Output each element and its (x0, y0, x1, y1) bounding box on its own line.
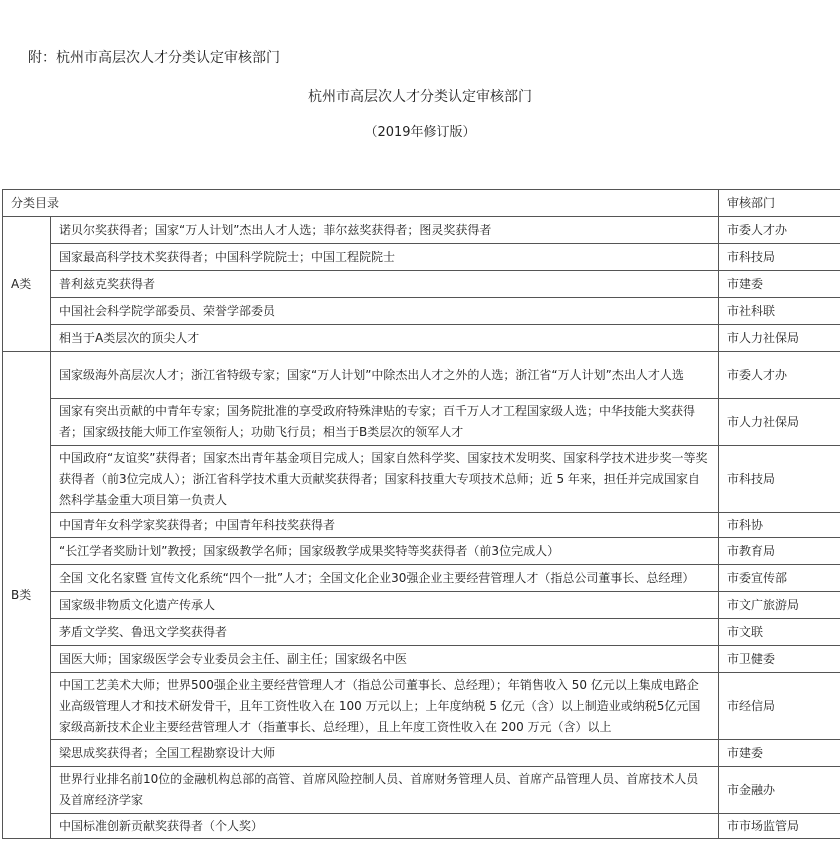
table-header-row (3, 190, 840, 217)
row-description: 中国社会科学院学部委员、荣誉学部委员 (51, 298, 719, 325)
table-row (3, 325, 840, 352)
row-department: 市文联 (719, 619, 840, 646)
row-department: 市委人才办 (719, 352, 840, 399)
table-row (3, 592, 840, 619)
annex-label: 附：杭州市高层次人才分类认定审核部门 (28, 50, 280, 66)
table-row (3, 673, 840, 740)
row-description: 国家级海外高层次人才；浙江省特级专家；国家“万人计划”中除杰出人才之外的人选；浙江省“万人计划”杰出人才人选 (51, 352, 719, 399)
row-description: 中国政府“友谊奖”获得者；国家杰出青年基金项目完成人；国家自然科学奖、国家技术发明奖、国家科学技术进步奖一等奖获得者（前3位完成人）；浙江省科学技术重大贡献奖获得者；国家科技重大专项技术总师；近 5 年来，担任并完成国家自然科学基金重大项目第一负责人 (51, 446, 719, 513)
table-row (3, 767, 840, 814)
row-description: 梁思成奖获得者；全国工程勘察设计大师 (51, 740, 719, 767)
table-row (3, 244, 840, 271)
row-description: 国家有突出贡献的中青年专家；国务院批准的享受政府特殊津贴的专家；百千万人才工程国家级人选；中华技能大奖获得者；国家级技能大师工作室领衔人；功勋飞行员；相当于B类层次的领军人才 (51, 399, 719, 446)
table-row (3, 271, 840, 298)
row-department: 市科技局 (719, 244, 840, 271)
row-department: 市委人才办 (719, 217, 840, 244)
row-description: 中国青年女科学家奖获得者；中国青年科技奖获得者 (51, 513, 719, 538)
table-row (3, 217, 840, 244)
row-department: 市市场监管局 (719, 814, 840, 839)
row-department: 市建委 (719, 271, 840, 298)
row-department: 市人力社保局 (719, 399, 840, 446)
row-description: 诺贝尔奖获得者；国家“万人计划”杰出人才人选；菲尔兹奖获得者；图灵奖获得者 (51, 217, 719, 244)
row-department: 市人力社保局 (719, 325, 840, 352)
document-title: 杭州市高层次人才分类认定审核部门 (308, 89, 532, 105)
row-department: 市教育局 (719, 538, 840, 565)
row-department: 市科技局 (719, 446, 840, 513)
row-description: 国家级非物质文化遗产传承人 (51, 592, 719, 619)
edition-label: （2019年修订版） (364, 125, 476, 140)
table-row (3, 565, 840, 592)
table-row (3, 513, 840, 538)
row-department: 市建委 (719, 740, 840, 767)
category-a-label: A类 (3, 217, 51, 352)
review-department-table (2, 189, 840, 839)
row-department: 市文广旅游局 (719, 592, 840, 619)
category-b-label: B类 (3, 352, 51, 839)
row-department: 市金融办 (719, 767, 840, 814)
row-description: “长江学者奖励计划”教授；国家级教学名师；国家级教学成果奖特等奖获得者（前3位完成人） (51, 538, 719, 565)
table-row (3, 399, 840, 446)
table-row (3, 298, 840, 325)
row-description: 世界行业排名前10位的金融机构总部的高管、首席风险控制人员、首席财务管理人员、首席产品管理人员、首席技术人员及首席经济学家 (51, 767, 719, 814)
table-row (3, 814, 840, 839)
row-department: 市卫健委 (719, 646, 840, 673)
row-description: 中国工艺美术大师；世界500强企业主要经营管理人才（指总公司董事长、总经理）；年销售收入 50 亿元以上集成电路企业高级管理人才和技术研发骨干，且年工资性收入在 100 万元以上；上年度纳税 5 亿元（含）以上制造业或纳税5亿元国家级高新技术企业主要经营管理人才（指董事长、总经理），且上年度工资性收入在 200 万元（含）以上 (51, 673, 719, 740)
table-row (3, 446, 840, 513)
row-description: 国医大师；国家级医学会专业委员会主任、副主任；国家级名中医 (51, 646, 719, 673)
row-description: 国家最高科学技术奖获得者；中国科学院院士；中国工程院院士 (51, 244, 719, 271)
row-description: 全国 文化名家暨 宣传文化系统“四个一批”人才；全国文化企业30强企业主要经营管理人才（指总公司董事长、总经理） (51, 565, 719, 592)
table-row (3, 646, 840, 673)
table-row (3, 538, 840, 565)
table-row (3, 352, 840, 399)
header-department: 审核部门 (719, 190, 840, 217)
table-row (3, 740, 840, 767)
table-row (3, 619, 840, 646)
row-description: 相当于A类层次的顶尖人才 (51, 325, 719, 352)
row-description: 普利兹克奖获得者 (51, 271, 719, 298)
row-description: 中国标准创新贡献奖获得者（个人奖） (51, 814, 719, 839)
row-description: 茅盾文学奖、鲁迅文学奖获得者 (51, 619, 719, 646)
row-department: 市委宣传部 (719, 565, 840, 592)
row-department: 市科协 (719, 513, 840, 538)
row-department: 市经信局 (719, 673, 840, 740)
row-department: 市社科联 (719, 298, 840, 325)
header-category: 分类目录 (3, 190, 719, 217)
